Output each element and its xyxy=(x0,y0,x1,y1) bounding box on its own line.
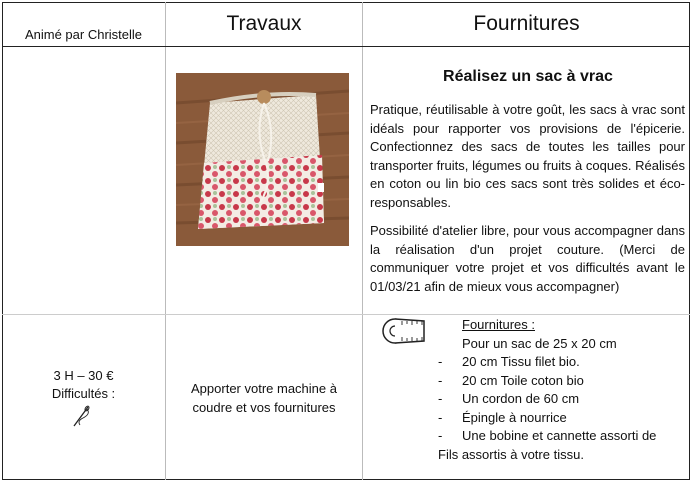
list-item xyxy=(438,353,688,372)
supplies-intro: Pour un sac de 25 x 20 cm xyxy=(462,335,617,351)
list-item xyxy=(438,390,688,409)
list-dash: - xyxy=(438,354,443,369)
supplies-list xyxy=(438,316,688,464)
bulk-bag-photo xyxy=(176,73,349,246)
list-item xyxy=(438,372,688,391)
difficulty-label: Difficultés : xyxy=(51,386,116,401)
list-item-text: Une bobine et cannette assorti de xyxy=(462,428,657,443)
facilitator-header: Animé par Christelle xyxy=(24,26,143,42)
supplies-heading: Fournitures : xyxy=(462,317,535,332)
duration-price: 3 H – 30 € xyxy=(53,368,114,383)
list-dash: - xyxy=(438,391,443,406)
list-item xyxy=(438,409,688,428)
list-item-text: 20 cm Toile coton bio xyxy=(462,372,584,388)
needle-icon xyxy=(71,404,93,428)
measuring-tape-icon xyxy=(380,316,428,346)
header-divider xyxy=(2,46,690,47)
workshop-description: Pratique, réutilisable à votre goût, les sacs à vrac sont idéals pour rapporter vos provisions de l'épicerie. Confectionnez des sacs de toutes les tailles pour transporter fruits, légumes ou fruits à coques. Réalisés en coton ou lin bio ces sacs sont très solides et éco-responsables. xyxy=(370,102,685,210)
row-divider xyxy=(2,314,690,315)
works-column-header: Travaux xyxy=(226,12,302,35)
column-divider-1 xyxy=(165,2,166,480)
supplies-last-line: Fils assortis à votre tissu. xyxy=(438,446,584,462)
list-dash: - xyxy=(438,428,443,443)
list-item-text: 20 cm Tissu filet bio. xyxy=(462,354,580,369)
free-workshop-note: Possibilité d'atelier libre, pour vous accompagner dans la réalisation d'un projet couture. (Merci de communiquer votre projet et vos difficultés avant le 01/03/21 afin de mieux vous accompagner) xyxy=(370,223,685,294)
list-item xyxy=(438,427,688,446)
list-item-text: Un cordon de 60 cm xyxy=(462,391,580,406)
column-divider-2 xyxy=(362,2,363,480)
supplies-column-header: Fournitures xyxy=(473,12,580,35)
supplies-items xyxy=(438,353,688,446)
list-dash: - xyxy=(438,409,443,425)
workshop-title: Réalisez un sac à vrac xyxy=(443,68,613,85)
list-item-text: Épingle à nourrice xyxy=(462,409,567,425)
bring-machine-note: Apporter votre machine à coudre et vos fournitures xyxy=(191,381,337,415)
list-dash: - xyxy=(438,372,443,388)
